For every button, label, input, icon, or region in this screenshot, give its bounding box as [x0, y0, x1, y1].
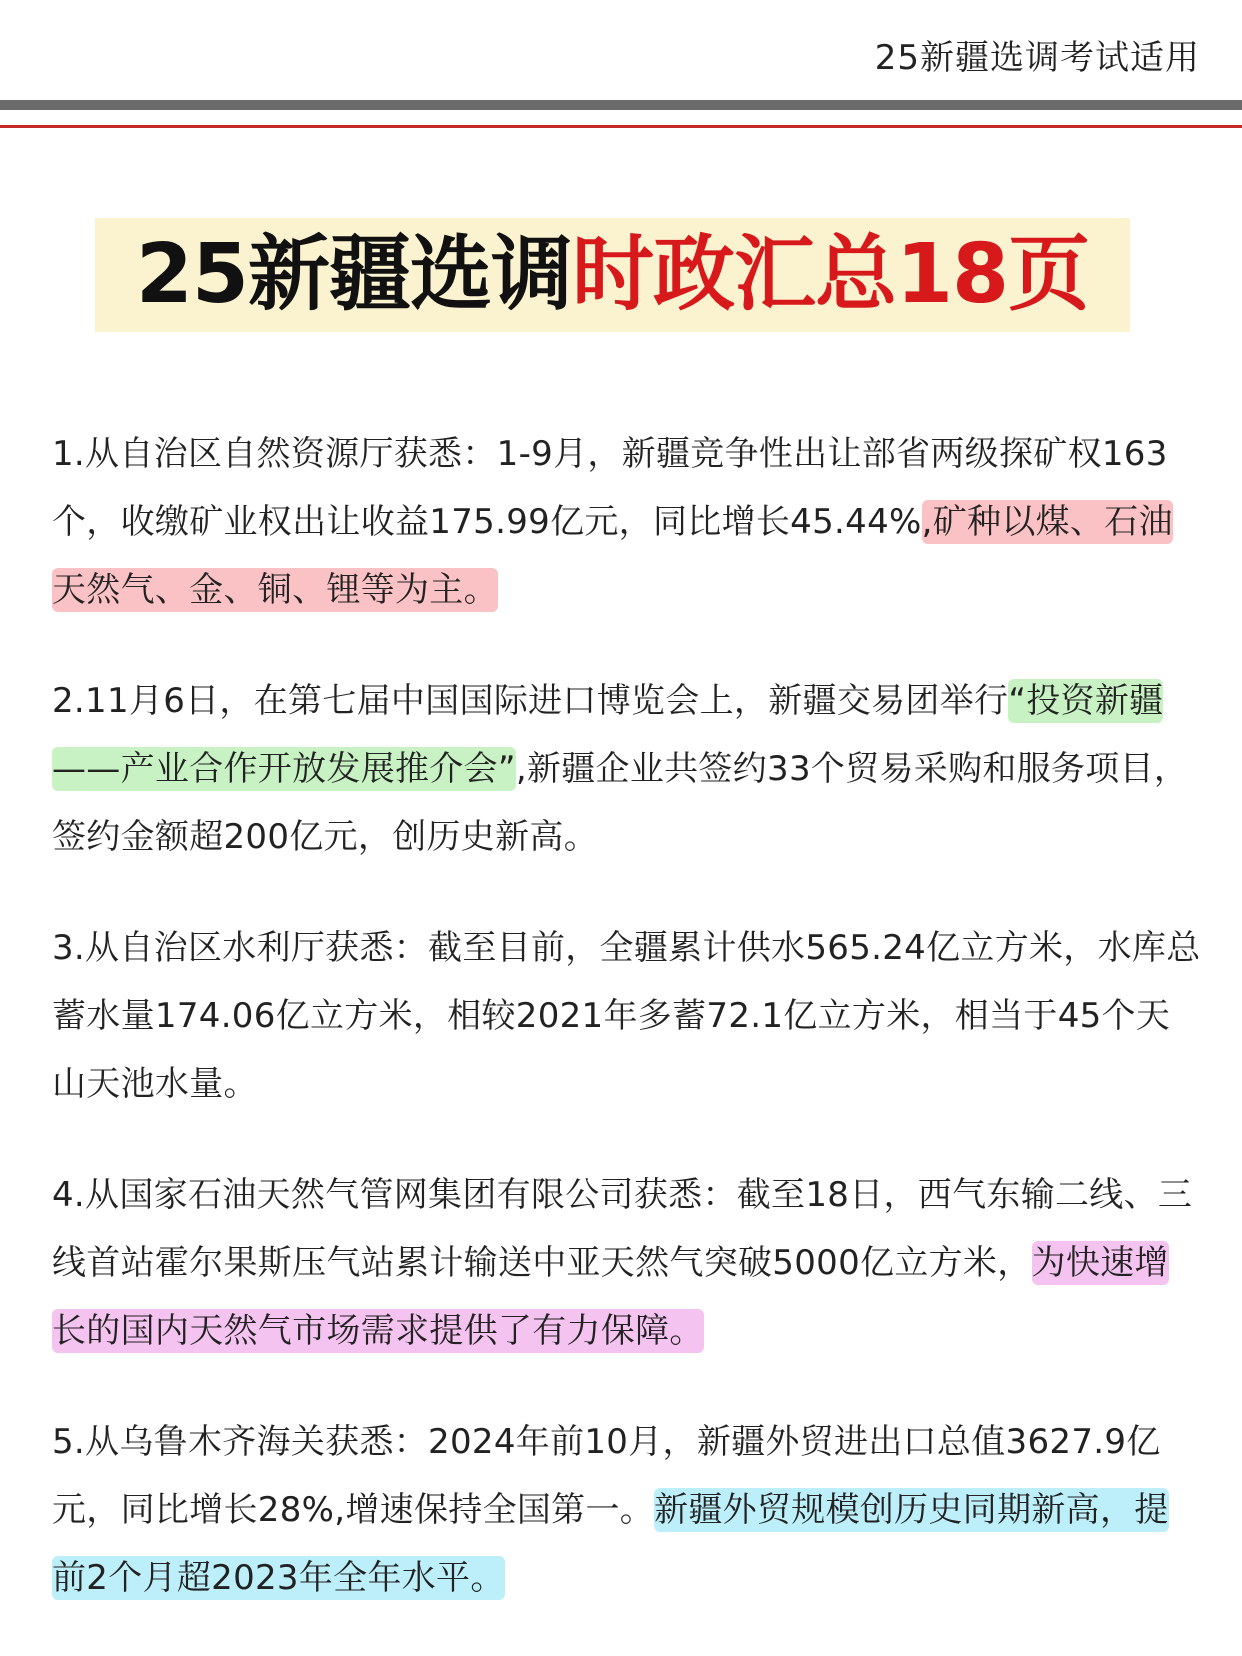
header-divider-gray [0, 100, 1242, 110]
news-item-text: 4.从国家石油天然气管网集团有限公司获悉：截至18日，西气东输二线、三线首站霍尔果斯压气站累计输送中亚天然气突破5000亿立方米， [52, 1175, 1193, 1283]
news-item-highlight: 为快速增长的国内天然气市场需求提供了有力保障。 [52, 1243, 1169, 1351]
title-banner [95, 218, 1130, 332]
news-item-1 [52, 420, 1202, 624]
page-title [136, 225, 1089, 325]
title-part-red: 时政汇总18页 [572, 227, 1090, 322]
news-item-text-after: ,新疆企业共签约33个贸易采购和服务项目，签约金额超200亿元，创历史新高。 [52, 749, 1189, 857]
news-item-5 [52, 1408, 1202, 1612]
header-divider-red [0, 125, 1242, 128]
news-item-2 [52, 667, 1202, 871]
news-list [52, 420, 1202, 1655]
news-item-text: 2.11月6日，在第七届中国国际进口博览会上，新疆交易团举行 [52, 681, 1009, 721]
news-item-3 [52, 914, 1202, 1118]
title-part-black: 25新疆选调 [135, 227, 572, 322]
news-item-highlight: “投资新疆——产业合作开放发展推介会” [52, 681, 1164, 789]
news-item-text: 5.从乌鲁木齐海关获悉：2024年前10月，新疆外贸进出口总值3627.9亿元，同比增长28%,增速保持全国第一。 [52, 1422, 1161, 1530]
header-tag: 25新疆选调考试适用 [874, 38, 1200, 78]
news-item-highlight: 新疆外贸规模创历史同期新高，提前2个月超2023年全年水平。 [52, 1490, 1169, 1598]
news-item-highlight: ,矿种以煤、石油天然气、金、铜、锂等为主。 [52, 502, 1173, 610]
page-header [0, 0, 1242, 100]
news-item-4 [52, 1161, 1202, 1365]
news-item-text: 1.从自治区自然资源厅获悉：1-9月，新疆竞争性出让部省两级探矿权163个，收缴矿业权出让收益175.99亿元，同比增长45.44% [52, 434, 1168, 542]
news-item-text: 3.从自治区水利厅获悉：截至目前，全疆累计供水565.24亿立方米，水库总蓄水量174.06亿立方米，相较2021年多蓄72.1亿立方米，相当于45个天山天池水量。 [52, 928, 1201, 1104]
